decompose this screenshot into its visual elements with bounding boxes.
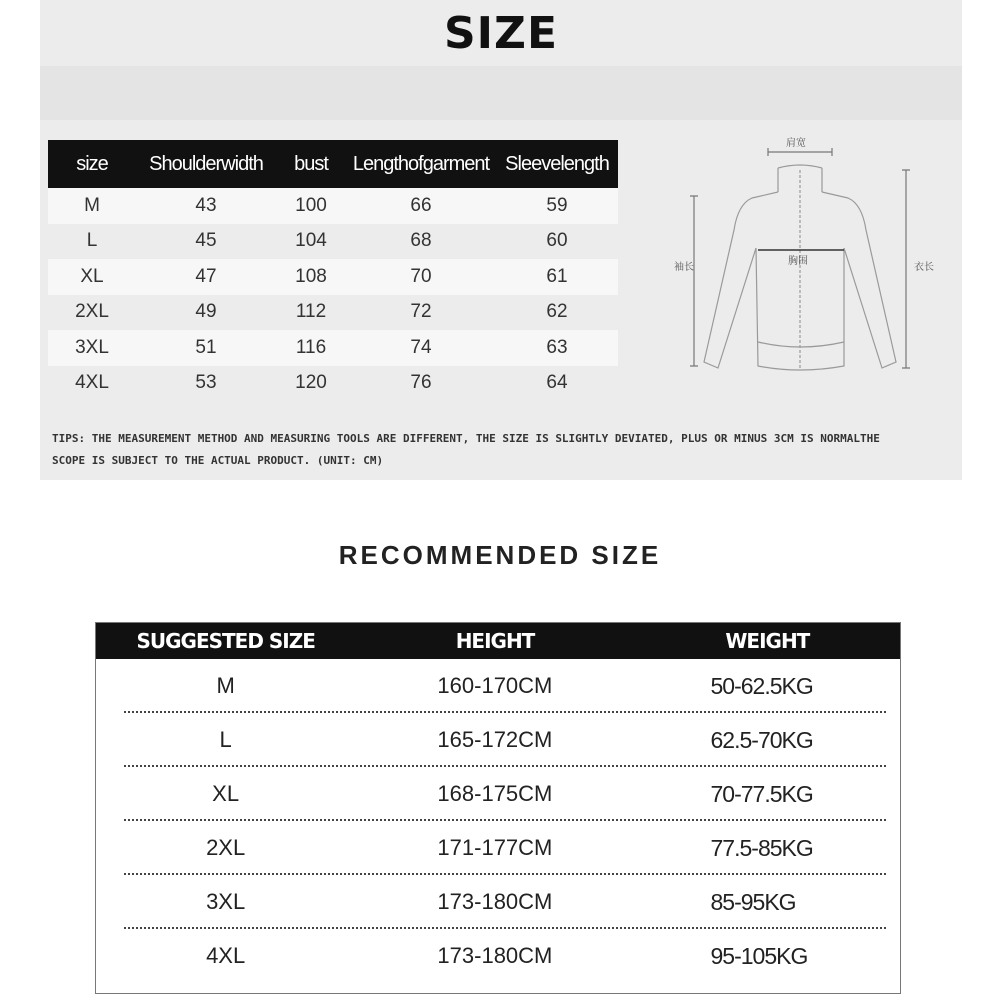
cell-length: 68 (346, 224, 496, 260)
col-weight: WEIGHT (725, 629, 810, 653)
cell-sleeve: 63 (496, 330, 618, 366)
recommended-size-table (95, 622, 901, 994)
cell-weight: 70-77.5KG (710, 780, 813, 807)
cell-shoulder: 45 (136, 224, 276, 260)
cell-sleeve: 61 (496, 259, 618, 295)
cell-size: M (48, 188, 136, 224)
cell-sleeve: 62 (496, 295, 618, 331)
length-label: 衣长 (914, 262, 934, 273)
cell-size: 2XL (48, 295, 136, 331)
cell-bust: 104 (276, 224, 346, 260)
cell-height: 173-180CM (437, 943, 553, 968)
garment-diagram (660, 130, 940, 390)
table-row (48, 224, 618, 260)
table-row (48, 259, 618, 295)
recommended-size-title: RECOMMENDED SIZE (338, 540, 662, 570)
cell-sleeve: 59 (496, 188, 618, 224)
cell-length: 74 (346, 330, 496, 366)
size-title: SIZE (443, 7, 559, 59)
cell-size: 4XL (206, 943, 246, 968)
table-row (96, 713, 900, 767)
tips-line-2: SCOPE IS SUBJECT TO THE ACTUAL PRODUCT. (UNIT: CM) (52, 454, 384, 467)
col-height: HEIGHT (455, 629, 535, 653)
cell-size: 4XL (48, 366, 136, 402)
table-row (96, 821, 900, 875)
cell-size: XL (48, 259, 136, 295)
cell-height: 173-180CM (437, 889, 553, 914)
title-band (40, 66, 962, 120)
table-row (96, 929, 900, 983)
col-suggested-size: SUGGESTED SIZE (136, 629, 315, 653)
cell-length: 72 (346, 295, 496, 331)
cell-shoulder: 51 (136, 330, 276, 366)
cell-size: 3XL (206, 889, 246, 914)
shoulder-label: 肩宽 (786, 138, 806, 149)
cell-sleeve: 60 (496, 224, 618, 260)
col-size: size (48, 140, 136, 188)
cell-size: 2XL (206, 835, 246, 860)
cell-length: 66 (346, 188, 496, 224)
cell-size: 3XL (48, 330, 136, 366)
table-row (96, 875, 900, 929)
tips-line-1: TIPS: THE MEASUREMENT METHOD AND MEASURING TOOLS ARE DIFFERENT, THE SIZE IS SLIGHTLY DEVIATED, PLUS OR MINUS 3CM IS NORMALTHE (52, 432, 880, 445)
cell-size: L (219, 727, 232, 752)
cell-height: 171-177CM (437, 835, 553, 860)
table-row (96, 767, 900, 821)
table-row (48, 330, 618, 366)
cell-sleeve: 64 (496, 366, 618, 402)
measurement-table (48, 140, 618, 401)
table-row (48, 188, 618, 224)
tips-note (52, 428, 932, 472)
cell-size: M (216, 673, 235, 698)
col-bust: bust (276, 140, 346, 188)
cell-bust: 108 (276, 259, 346, 295)
cell-shoulder: 43 (136, 188, 276, 224)
measurement-header-row (48, 140, 618, 188)
cell-size: XL (212, 781, 240, 806)
cell-weight: 95-105KG (710, 942, 808, 969)
table-row (48, 366, 618, 402)
recommended-header-row (96, 623, 900, 659)
cell-shoulder: 47 (136, 259, 276, 295)
cell-weight: 77.5-85KG (710, 834, 813, 861)
cell-weight: 50-62.5KG (710, 672, 813, 699)
cell-weight: 85-95KG (710, 888, 796, 915)
col-length: Lengthofgarment (346, 140, 496, 188)
cell-bust: 120 (276, 366, 346, 402)
table-row (48, 295, 618, 331)
cell-size: L (48, 224, 136, 260)
cell-weight: 62.5-70KG (710, 726, 813, 753)
sleeve-label: 袖长 (674, 262, 694, 273)
cell-bust: 116 (276, 330, 346, 366)
col-sleeve: Sleevelength (496, 140, 618, 188)
jacket-outline-icon (660, 130, 940, 390)
cell-shoulder: 53 (136, 366, 276, 402)
table-row (96, 659, 900, 713)
col-shoulderwidth: Shoulderwidth (136, 140, 276, 188)
cell-length: 76 (346, 366, 496, 402)
cell-bust: 112 (276, 295, 346, 331)
cell-height: 165-172CM (437, 727, 553, 752)
cell-height: 168-175CM (437, 781, 553, 806)
cell-bust: 100 (276, 188, 346, 224)
bust-label: 胸围 (788, 256, 808, 267)
cell-length: 70 (346, 259, 496, 295)
cell-height: 160-170CM (437, 673, 553, 698)
cell-shoulder: 49 (136, 295, 276, 331)
